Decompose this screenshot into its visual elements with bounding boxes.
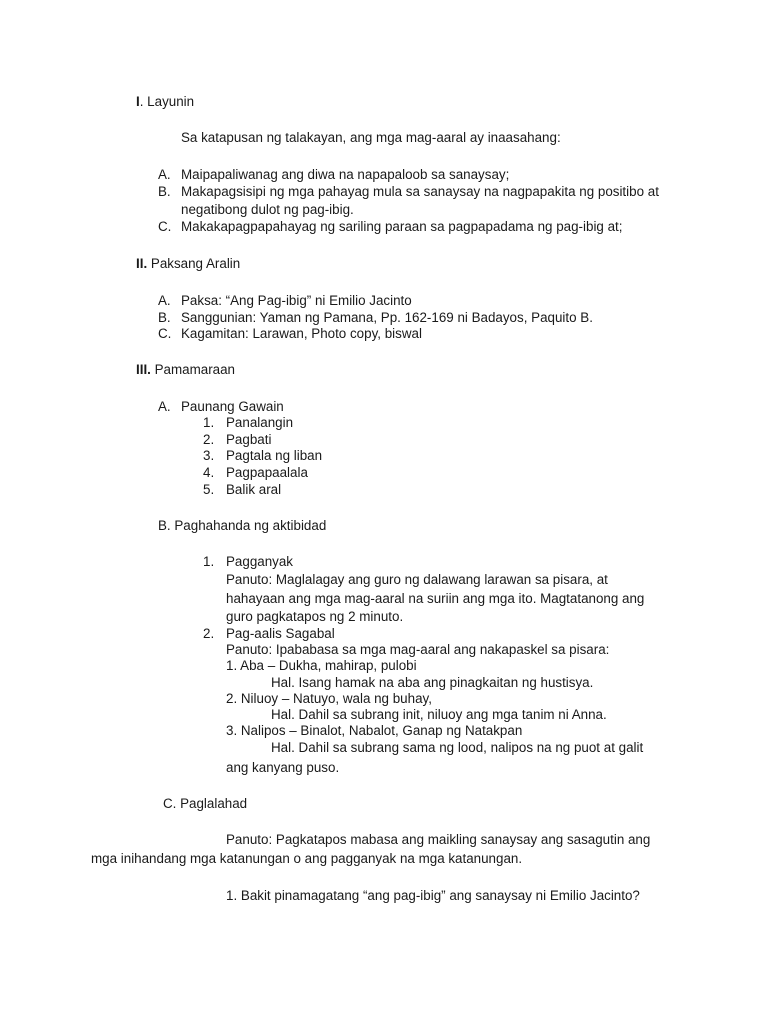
section-2-heading	[136, 255, 240, 272]
part-c-instruction-line2: mga inihandang mga katanungan o ang pagganyak na mga katanungan.	[91, 851, 523, 866]
activity-1-title: Pagganyak	[226, 554, 294, 569]
section-1-intro: Sa katapusan ng talakayan, ang mga mag-aaral ay inaasahang:	[181, 130, 561, 145]
preliminary-5-marker: 5.	[203, 482, 215, 497]
preliminary-4-text: Pagpapaalala	[226, 465, 308, 480]
activity-2-instruction: Panuto: Ipababasa sa mga mag-aaral ang nakapaskel sa pisara:	[226, 642, 610, 657]
preliminary-5-text: Balik aral	[226, 482, 282, 497]
vocab-1-example: Hal. Isang hamak na aba ang pinagkaitan ng hustisya.	[271, 675, 594, 690]
topic-b-text: Sanggunian: Yaman ng Pamana, Pp. 162-169 ni Badayos, Paquito B.	[181, 310, 593, 325]
topic-c-text: Kagamitan: Larawan, Photo copy, biswal	[181, 326, 422, 341]
preliminary-3-text: Pagtala ng liban	[226, 448, 323, 463]
section-1-title: . Layunin	[139, 94, 195, 109]
section-3-title: Pamamaraan	[150, 362, 235, 377]
part-c-instruction-line1: Panuto: Pagkatapos mabasa ang maikling sanaysay ang sasagutin ang	[226, 832, 651, 847]
objective-a-marker: A.	[158, 167, 171, 182]
objective-a-text: Maipapaliwanag ang diwa na napapaloob sa sanaysay;	[181, 167, 510, 182]
vocab-2-term: 2. Niluoy – Natuyo, wala ng buhay,	[226, 691, 432, 706]
vocab-3-example: Hal. Dahil sa subrang sama ng lood, nalipos na ng puot at galit	[271, 740, 644, 755]
objective-c-marker: C.	[158, 219, 172, 234]
preliminary-1-text: Panalangin	[226, 415, 294, 430]
section-3-heading	[136, 361, 235, 378]
section-2-title: Paksang Aralin	[147, 256, 241, 271]
preliminary-2-marker: 2.	[203, 432, 215, 447]
section-1-number: I	[136, 94, 140, 109]
preliminary-1-marker: 1.	[203, 415, 215, 430]
topic-c-marker: C.	[158, 326, 172, 341]
topic-b-marker: B.	[158, 310, 171, 325]
section-1-heading	[136, 93, 194, 110]
activity-1-line1: Panuto: Maglalagay ang guro ng dalawang larawan sa pisara, at	[226, 572, 608, 587]
section-2-number: II.	[136, 256, 148, 271]
topic-a-text: Paksa: “Ang Pag-ibig” ni Emilio Jacinto	[181, 293, 412, 308]
activity-2-title: Pag-aalis Sagabal	[226, 626, 335, 641]
vocab-1-term: 1. Aba – Dukha, mahirap, pulobi	[226, 658, 417, 673]
activity-1-marker: 1.	[203, 554, 215, 569]
activity-1-line2: hahayaan ang mga mag-aaral na suriin ang mga ito. Magtatanong ang	[226, 591, 645, 606]
topic-a-marker: A.	[158, 293, 171, 308]
preliminary-4-marker: 4.	[203, 465, 215, 480]
vocab-3-term: 3. Nalipos – Binalot, Nabalot, Ganap ng Natakpan	[226, 723, 523, 738]
preliminary-2-text: Pagbati	[226, 432, 272, 447]
objective-b-marker: B.	[158, 184, 171, 199]
activity-1-line3: guro pagkatapos ng 2 minuto.	[226, 609, 404, 624]
activity-2-marker: 2.	[203, 626, 215, 641]
vocab-3-continuation: ang kanyang puso.	[226, 760, 340, 775]
part-a-marker: A.	[158, 399, 171, 414]
objective-c-text: Makakapagpapahayag ng sariling paraan sa pagpapadama ng pag-ibig at;	[181, 219, 623, 234]
part-c-question-1: 1. Bakit pinamagatang “ang pag-ibig” ang sanaysay ni Emilio Jacinto?	[226, 888, 640, 903]
section-3-number: III.	[136, 362, 151, 377]
objective-b-text-line2: negatibong dulot ng pag-ibig.	[181, 202, 354, 217]
objective-b-text-line1: Makapagsisipi ng mga pahayag mula sa sanaysay na nagpapakita ng positibo at	[181, 184, 659, 199]
vocab-2-example: Hal. Dahil sa subrang init, niluoy ang mga tanim ni Anna.	[271, 707, 607, 722]
part-b-title: B. Paghahanda ng aktibidad	[158, 518, 327, 533]
part-a-title: Paunang Gawain	[181, 399, 284, 414]
part-c-title: C. Paglalahad	[163, 796, 248, 811]
preliminary-3-marker: 3.	[203, 448, 215, 463]
